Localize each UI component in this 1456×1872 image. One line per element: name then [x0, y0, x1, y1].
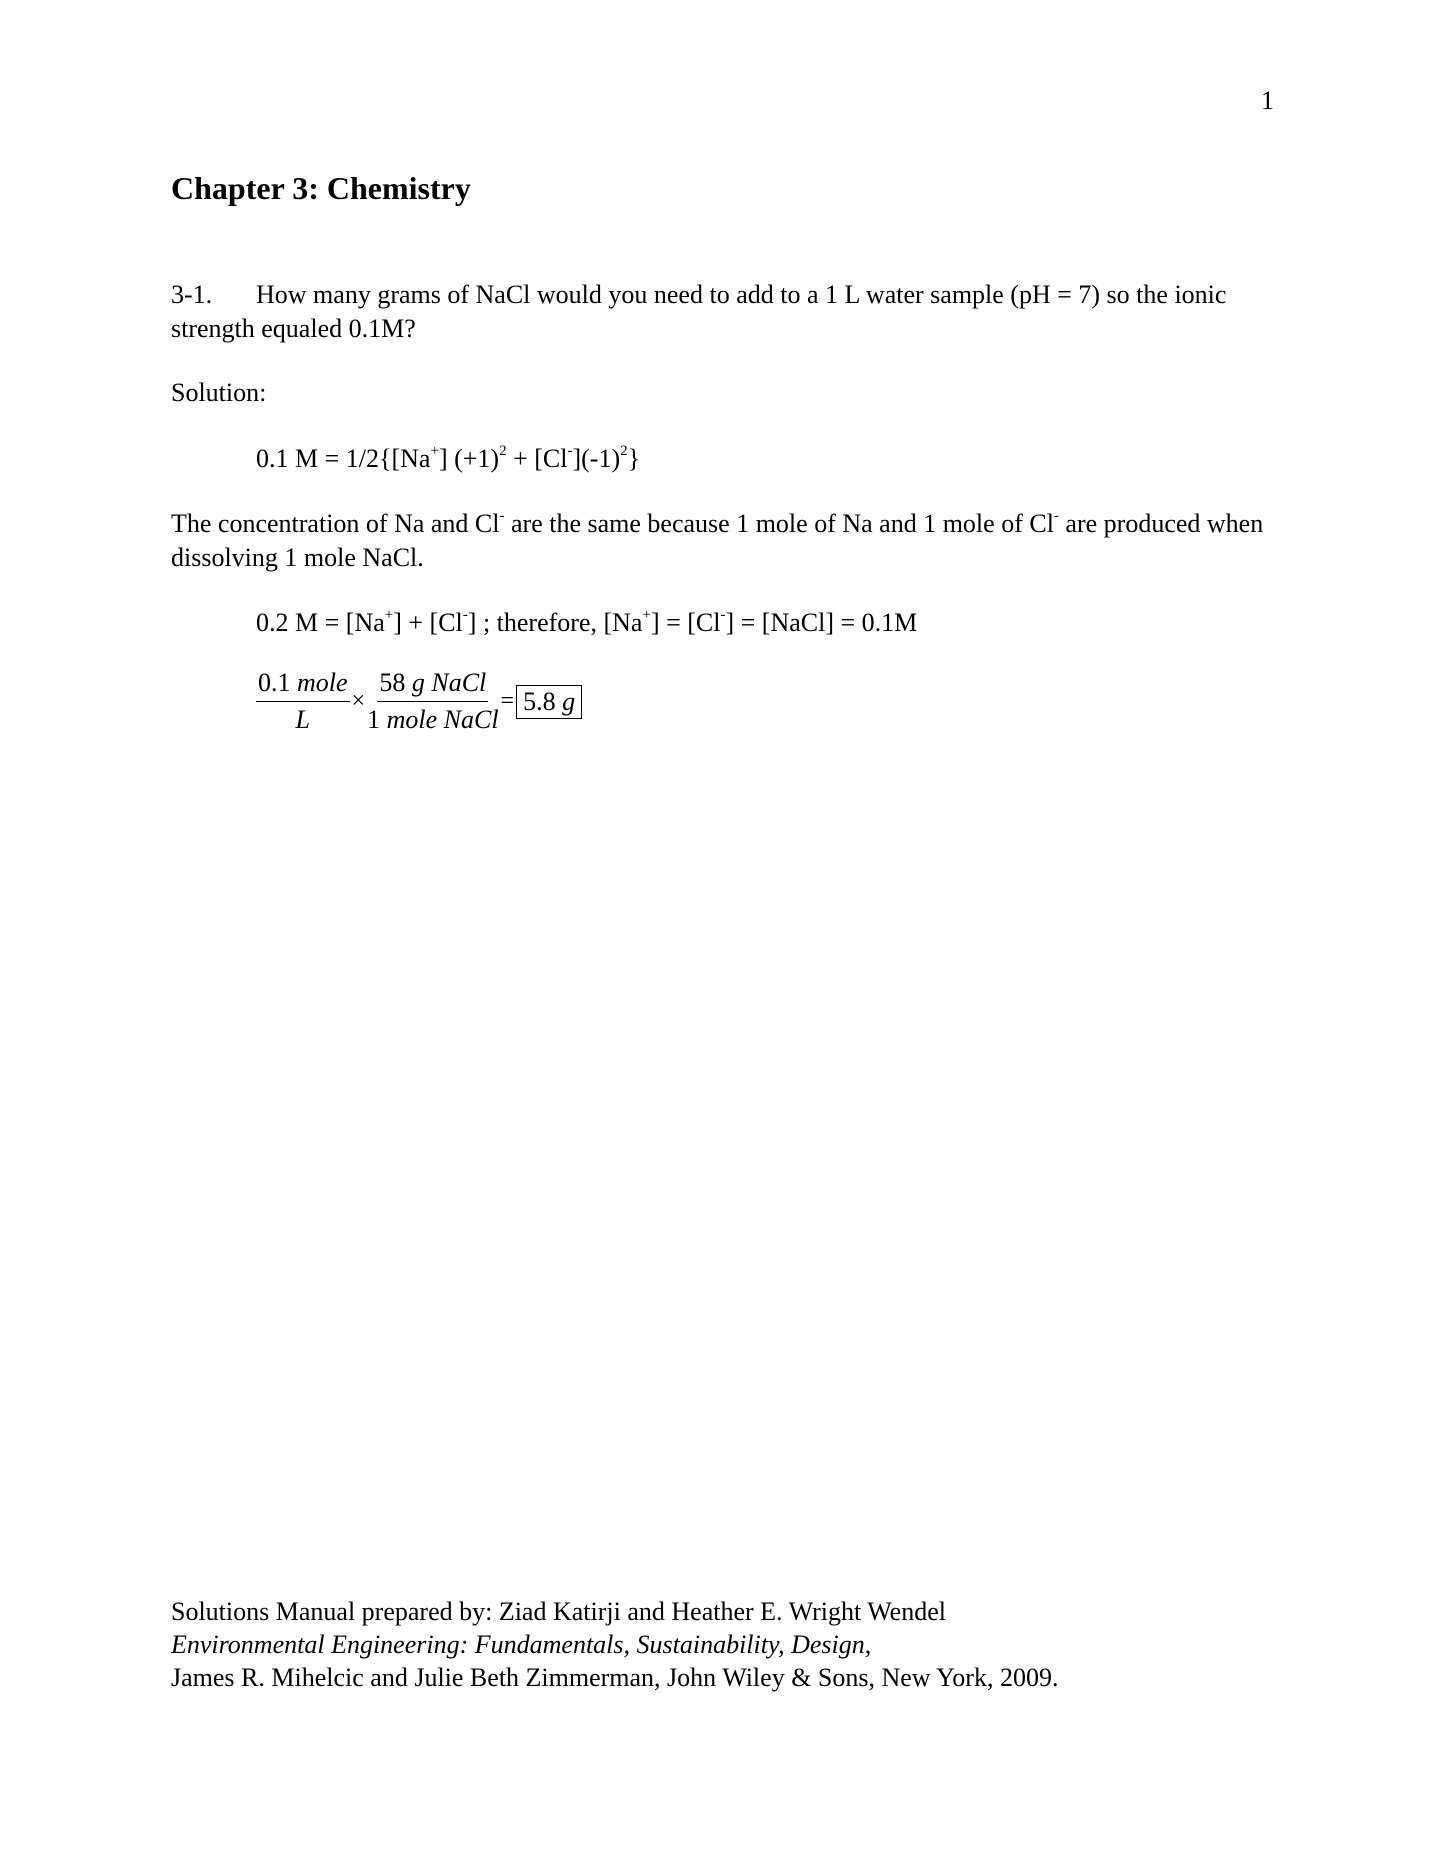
explanation-part-c: are produced when dissolving 1 mole NaCl.: [171, 509, 1264, 572]
chapter-title: Chapter 3: Chemistry: [171, 170, 471, 206]
frac2-den-unit: mole NaCl: [386, 705, 499, 734]
footer-prepared-by: Solutions Manual prepared by: Ziad Katirji and Heather E. Wright Wendel: [171, 1597, 946, 1626]
frac1-num-value: 0.1: [258, 668, 291, 697]
eq2-part-a: 0.2 M = [Na: [256, 608, 385, 637]
result-value: 5.8: [523, 686, 556, 716]
fraction-mole-per-liter: [256, 668, 350, 735]
eq2-part-b: ] + [Cl: [393, 608, 463, 637]
frac2-den-value: 1: [367, 705, 381, 734]
frac1-num-unit: mole: [297, 668, 348, 697]
eq1-part-a: 0.1 M = 1/2{[Na: [256, 444, 431, 473]
eq1-part-d: ](-1): [572, 444, 621, 473]
result-unit: g: [562, 686, 576, 716]
eq1-sup-3: -: [567, 443, 573, 459]
eq2-sup-1: +: [384, 607, 394, 623]
fraction1-numerator: [256, 668, 350, 702]
boxed-result: [516, 685, 582, 719]
footer-authors-publisher: James R. Mihelcic and Julie Beth Zimmerman, John Wiley & Sons, New York, 2009.: [171, 1663, 1059, 1692]
solution-label: Solution:: [171, 378, 267, 407]
fraction1-denominator: L: [295, 705, 310, 734]
eq1-sup-1: +: [430, 443, 439, 459]
fraction2-denominator: [367, 702, 498, 735]
eq1-sup-2: 2: [499, 443, 507, 459]
eq2-sup-4: -: [720, 607, 726, 623]
footer-book-title: Environmental Engineering: Fundamentals, Sustainability, Design,: [171, 1630, 872, 1659]
eq1-part-c: + [Cl: [506, 444, 568, 473]
explanation-sup-1: -: [499, 508, 505, 524]
explanation-sup-2: -: [1053, 508, 1059, 524]
problem-statement: [171, 278, 1281, 346]
eq1-sup-4: 2: [620, 443, 628, 459]
problem-number: 3-1.: [171, 280, 213, 309]
problem-text: How many grams of NaCl would you need to add to a 1 L water sample (pH = 7) so the ionic strength equaled 0.1M?: [171, 280, 1227, 343]
eq2-part-d: ] = [Cl: [650, 608, 721, 637]
fraction2-numerator: [377, 668, 488, 702]
fraction-grams-per-mole: [367, 668, 498, 735]
explanation-part-a: The concentration of Na and Cl: [171, 509, 500, 538]
eq2-sup-2: -: [462, 607, 468, 623]
frac2-num-unit: g NaCl: [411, 668, 487, 697]
mass-calculation-equation: [256, 668, 582, 735]
eq2-part-e: ] = [NaCl] = 0.1M: [725, 608, 918, 637]
explanation-part-b: are the same because 1 mole of Na and 1 mole of Cl: [504, 509, 1054, 538]
concentration-equation: [256, 606, 917, 640]
eq2-part-c: ] ; therefore, [Na: [467, 608, 643, 637]
eq1-part-b: ] (+1): [438, 444, 500, 473]
eq2-sup-3: +: [642, 607, 651, 623]
eq1-part-e: }: [627, 444, 641, 473]
equals-operator: =: [500, 688, 515, 714]
times-operator: ×: [351, 688, 366, 714]
ionic-strength-equation: [256, 442, 640, 476]
frac2-num-value: 58: [379, 668, 406, 697]
explanation-paragraph: [171, 507, 1281, 575]
page-number: 1: [1261, 86, 1274, 115]
